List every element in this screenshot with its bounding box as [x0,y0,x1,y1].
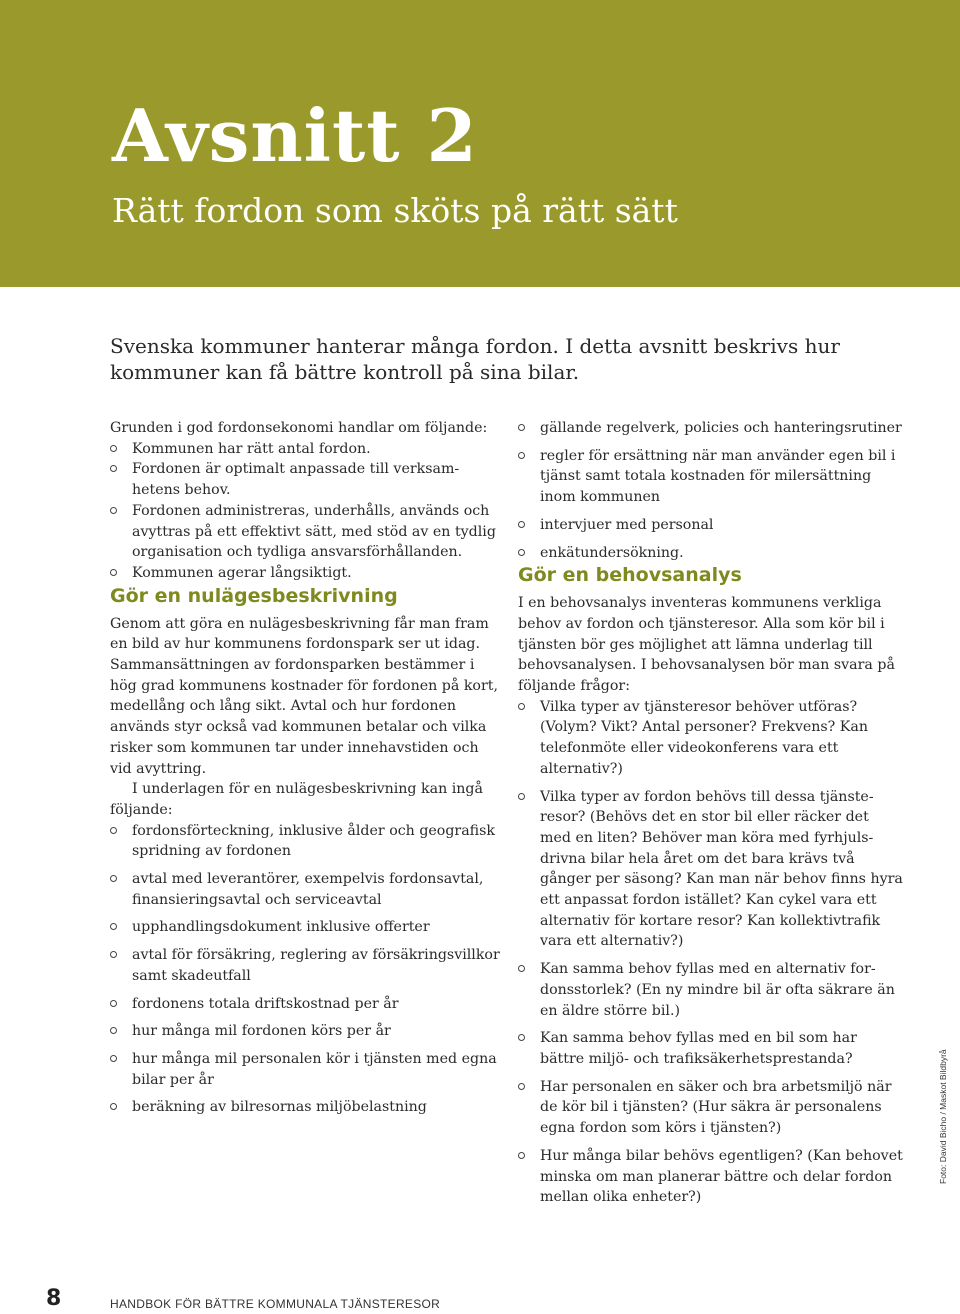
bullet-icon [518,1034,525,1041]
list-item: Vilka typer av fordon behövs till dessa tjänsteresor? (Behövs det en stor bil eller räcker det med en liten? Behöver man köra med fyrhjulsdrivna bilar hela året om det bara krävs två gånger per säsong? Kan man när behov finns hyra ett anpassat fordon istället? Kan cykel vara ett alternativ för kortare resor? Kan kollektivtrafik vara ett alternativ?) [518,787,904,953]
list-item: regler för ersättning när man använder egen bil i tjänst samt totala kostnaden för milersättning inom kommunen [518,446,904,508]
behovsanalys-heading: Gör en behovsanalys [518,564,742,587]
bullet-icon [110,445,117,452]
list-item: gällande regelverk, policies och hanteringsrutiner [518,418,904,439]
section-subtitle: Rätt fordon som sköts på rätt sätt [112,191,678,230]
list-item: Hur många bilar behövs egentligen? (Kan behovet minska om man planerar bättre och delar fordon mellan olika enheter?) [518,1146,904,1208]
list-item: Kommunen har rätt antal fordon. [110,439,502,460]
list-item: fordonsförteckning, inklusive ålder och geografisk spridning av fordonen [110,821,502,862]
basics-list [110,439,502,584]
page-number: 8 [46,1286,62,1311]
right-column [518,418,904,1208]
list-item: Kommunen agerar långsiktigt. [110,563,502,584]
basics-lead: Grunden i god fordonsekonomi handlar om följande: [110,420,488,436]
section-title: Avsnitt 2 [112,93,478,178]
bullet-icon [518,1083,525,1090]
list-item: beräkning av bilresornas miljöbelastning [110,1097,502,1118]
bullet-icon [518,793,525,800]
list-item: upphandlingsdokument inklusive offerter [110,917,502,938]
behovsanalys-paragraph: I en behovsanalys inventeras kommunens verkliga behov av fordon och tjänsteresor. Alla som kör bil i tjänsten bör ges möjlighet att lämna underlag till behovsanalysen. I behovsanalysen bör man svara på följande frågor: [518,595,895,695]
list-item: fordonens totala driftskostnad per år [110,994,502,1015]
bullet-icon [110,569,117,576]
left-column [110,418,502,1118]
list-item: avtal för försäkring, reglering av försäkringsvillkor samt skadeutfall [110,945,502,986]
nulage-paragraph: Genom att göra en nulägesbeskrivning får man fram en bild av hur kommunens fordonspark ser ut idag. Sammansättningen av fordonsparken bestämmer i hög grad kommunens kostnader för fordonen på kort, medellång och lång sikt. Avtal och hur fordonen används styr också vad kommunen betalar och vilka risker som kommunen tar under innehavstiden och vid avyttring. [110,615,498,777]
list-item: Fordonen administreras, underhålls, används och avyttras på ett effektivt sätt, med stöd av en tydlig organisation och tydliga ansvarsförhållanden. [110,501,502,563]
section-banner [0,0,960,287]
list-item: intervjuer med personal [518,515,904,536]
bullet-icon [518,703,525,710]
bullet-icon [110,951,117,958]
list-item: enkätundersökning. [518,543,904,564]
nulage-heading: Gör en nulägesbeskrivning [110,584,398,607]
bullet-icon [110,875,117,882]
list-item: Vilka typer av tjänsteresor behöver utföras? (Volym? Vikt? Antal personer? Frekvens? Kan telefonmöte eller videokonferens vara ett alternativ?) [518,697,904,780]
list-item: avtal med leverantörer, exempelvis fordonsavtal, finansieringsavtal och serviceavtal [110,869,502,910]
bullet-icon [110,1055,117,1062]
nulage-paragraph-2: I underlagen för en nulägesbeskrivning kan ingå följande: [110,781,483,818]
list-item: Har personalen en säker och bra arbetsmiljö när de kör bil i tjänsten? (Hur säkra är personalens egna fordon som körs i tjänsten?) [518,1077,904,1139]
bullet-icon [110,923,117,930]
questions-list [518,697,904,1208]
bullet-icon [518,452,525,459]
bullet-icon [110,1000,117,1007]
bullet-icon [518,424,525,431]
bullet-icon [110,827,117,834]
bullet-icon [518,549,525,556]
running-footer: HANDBOK FÖR BÄTTRE KOMMUNALA TJÄNSTERESOR [110,1297,441,1311]
list-item: Fordonen är optimalt anpassade till verksamhetens behov. [110,459,502,500]
photo-credit: Foto: David Bicho / Maskot Bildbyrå [938,1049,948,1184]
bullet-icon [518,521,525,528]
nulage-list-continued [518,418,904,563]
bullet-icon [518,965,525,972]
list-item: Kan samma behov fyllas med en alternativ fordonsstorlek? (En ny mindre bil är ofta säkrare än en äldre större bil.) [518,959,904,1021]
intro-paragraph: Svenska kommuner hanterar många fordon. I detta avsnitt beskrivs hur kommuner kan få bättre kontroll på sina bilar. [110,334,840,384]
list-item: hur många mil personalen kör i tjänsten med egna bilar per år [110,1049,502,1090]
bullet-icon [110,465,117,472]
list-item: hur många mil fordonen körs per år [110,1021,502,1042]
nulage-list [110,821,502,1118]
bullet-icon [518,1152,525,1159]
bullet-icon [110,1103,117,1110]
bullet-icon [110,507,117,514]
bullet-icon [110,1027,117,1034]
list-item: Kan samma behov fyllas med en bil som har bättre miljö- och trafiksäkerhetsprestanda? [518,1028,904,1069]
